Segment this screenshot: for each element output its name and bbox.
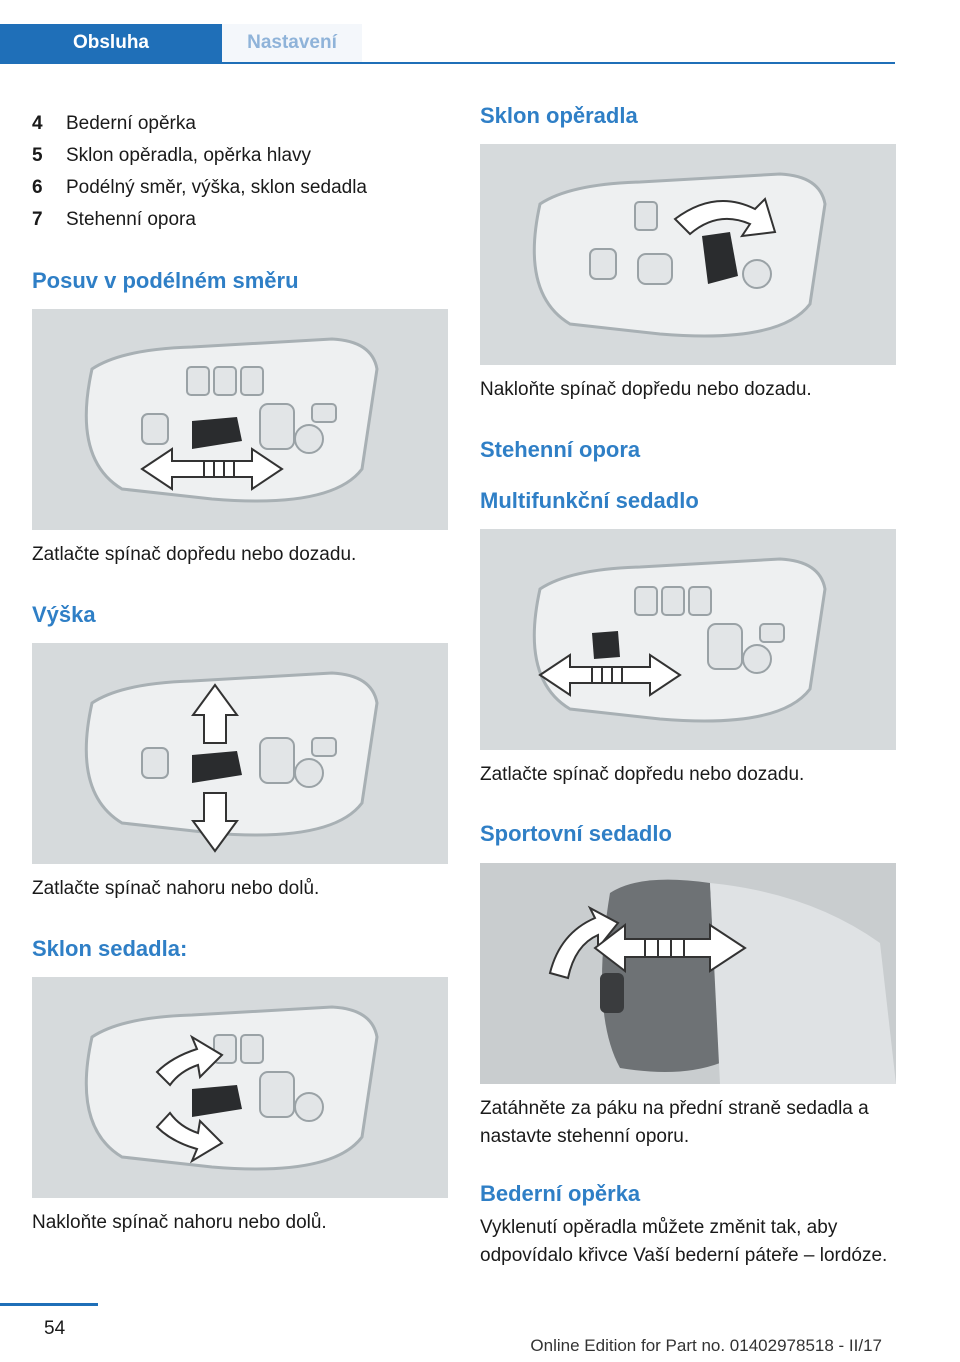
list-item-number: 4	[32, 113, 43, 134]
sport-seat-illustration	[480, 863, 896, 1084]
page-number-accent	[0, 1303, 98, 1306]
seat-switch-illustration-backrest	[480, 144, 896, 365]
seat-switch-illustration-height	[32, 643, 448, 864]
text-vyska: Zatlačte spínač nahoru nebo dolů.	[32, 878, 320, 899]
list-item	[32, 108, 367, 140]
page-number: 54	[44, 1318, 66, 1339]
list-item-label: Stehenní opora	[66, 209, 196, 230]
list-item	[32, 172, 367, 204]
heading-bederni: Bederní opěrka	[480, 1181, 641, 1206]
text-sklon-sedadla: Nakloňte spínač nahoru nebo dolů.	[32, 1212, 327, 1233]
tab-nastaveni[interactable]: Nastavení	[222, 24, 362, 62]
heading-sklon-sedadla: Sklon sedadla:	[32, 936, 188, 961]
heading-sportovni: Sportovní sedadlo	[480, 821, 672, 846]
heading-vyska: Výška	[32, 602, 96, 627]
tab-obsluha[interactable]: Obsluha	[0, 24, 222, 62]
chapter-tabs	[0, 24, 895, 64]
list-item-label: Bederní opěrka	[66, 113, 196, 134]
text-sklon-operadla: Nakloňte spínač dopředu nebo dozadu.	[480, 379, 812, 400]
text-posuv: Zatlačte spínač dopředu nebo dozadu.	[32, 544, 357, 565]
list-item	[32, 204, 367, 236]
seat-switch-illustration-longitudinal	[32, 309, 448, 530]
list-item-number: 5	[32, 145, 43, 166]
heading-posuv: Posuv v podélném směru	[32, 268, 299, 293]
seat-switch-illustration-multifunction	[480, 529, 896, 750]
heading-stehenni-opora: Stehenní opora	[480, 437, 641, 462]
legend-list	[32, 108, 367, 236]
seat-switch-illustration-tilt	[32, 977, 448, 1198]
heading-sklon-operadla: Sklon opěradla	[480, 103, 638, 128]
list-item-number: 7	[32, 209, 43, 230]
text-multifunkcni: Zatlačte spínač dopředu nebo dozadu.	[480, 764, 805, 785]
list-item-label: Sklon opěradla, opěrka hlavy	[66, 145, 312, 166]
edition-footer: Online Edition for Part no. 01402978518 - II/17	[530, 1336, 882, 1355]
list-item	[32, 140, 367, 172]
text-sportovni: Zatáhněte za páku na přední straně sedadla a nastavte stehenní oporu.	[480, 1098, 869, 1147]
list-item-number: 6	[32, 177, 43, 198]
text-bederni: Vyklenutí opěradla můžete změnit tak, aby odpovídalo křivce Vaší bederní páteře – lordóze.	[480, 1217, 888, 1266]
list-item-label: Podélný směr, výška, sklon sedadla	[66, 177, 367, 198]
heading-multifunkcni: Multifunkční sedadlo	[480, 488, 699, 513]
